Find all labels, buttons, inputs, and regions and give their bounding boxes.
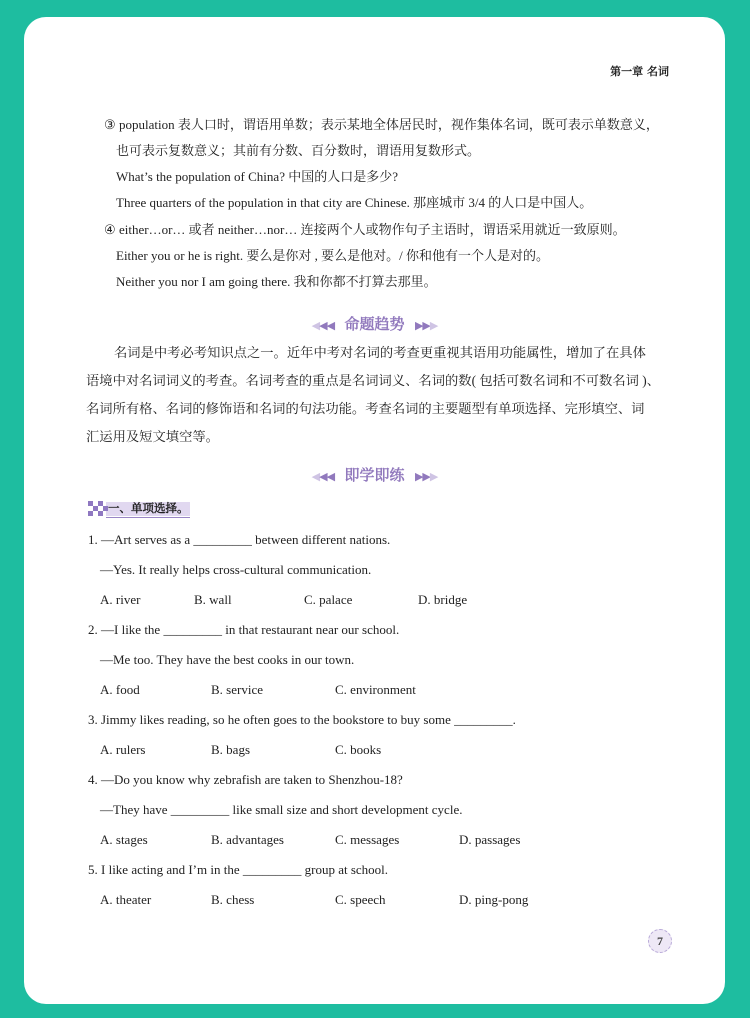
practice-title: 即学即练 [344, 466, 405, 484]
page [24, 17, 725, 1004]
option[interactable]: A. food [100, 682, 140, 697]
question-stem: 4. —Do you know why zebrafish are taken to Shenzhou-18? [88, 772, 403, 787]
subsection-title: 一、单项选择。 [108, 501, 189, 515]
right-arrows-icon: ▶▶▶ [414, 470, 438, 483]
note-3-example: Three quarters of the population in that city are Chinese. 那座城市 3/4 的人口是中国人。 [116, 195, 593, 210]
question-stem: 2. —I like the _________ in that restaurant near our school. [88, 622, 400, 637]
question-reply: —Me too. They have the best cooks in our town. [100, 652, 355, 667]
option[interactable]: B. chess [211, 892, 255, 907]
option[interactable]: C. speech [335, 892, 386, 907]
note-3-example: What’s the population of China? 中国的人口是多少? [116, 169, 398, 184]
question-reply: —They have _________ like small size and short development cycle. [100, 802, 463, 817]
note-4-marker: ④ [104, 222, 116, 237]
left-arrows-icon: ◀◀◀ [311, 319, 335, 332]
note-4-example: Either you or he is right. 要么是你对 , 要么是他对。/ 你和他有一个人是对的。 [116, 248, 549, 263]
option[interactable]: D. bridge [418, 592, 468, 607]
question-stem: 5. I like acting and I’m in the _________ group at school. [88, 862, 389, 877]
option[interactable]: B. bags [211, 742, 250, 757]
trend-section-title [24, 313, 725, 334]
option[interactable]: C. palace [304, 592, 353, 607]
note-3-line: population 表人口时，谓语用单数；表示某地全体居民时，视作集体名词，既可表示单数意义， [119, 117, 659, 132]
option[interactable]: B. service [211, 682, 263, 697]
option[interactable]: C. books [335, 742, 382, 757]
note-4-line: either…or… 或者 neither…nor… 连接两个人或物作句子主语时，谓语采用就近一致原则。 [119, 222, 626, 237]
trend-paragraph-line: 名词是中考必考知识点之一。近年中考对名词的考查更重视其语用功能属性，增加了在具体 [114, 345, 646, 360]
option[interactable]: A. rulers [100, 742, 146, 757]
question-reply: —Yes. It really helps cross-cultural communication. [100, 562, 372, 577]
note-3-line: 也可表示复数意义；其前有分数、百分数时，谓语用复数形式。 [116, 143, 481, 158]
option[interactable]: D. ping-pong [459, 892, 529, 907]
left-arrows-icon: ◀◀◀ [311, 470, 335, 483]
question-stem: 3. Jimmy likes reading, so he often goes to the bookstore to buy some _________. [88, 712, 516, 727]
chapter-header: 第一章 名词 [610, 65, 669, 78]
option[interactable]: A. stages [100, 832, 148, 847]
option[interactable]: B. wall [194, 592, 232, 607]
trend-paragraph-line: 汇运用及短文填空等。 [86, 429, 219, 444]
practice-section-title [24, 464, 725, 485]
option[interactable]: B. advantages [211, 832, 284, 847]
right-arrows-icon: ▶▶▶ [414, 319, 438, 332]
note-4-example: Neither you nor I am going there. 我和你都不打算去那里。 [116, 274, 437, 289]
note-3-marker: ③ [104, 117, 116, 132]
trend-paragraph-line: 名词所有格、名词的修饰语和名词的句法功能。考查名词的主要题型有单项选择、完形填空、词 [86, 401, 645, 416]
trend-paragraph-line: 语境中对名词词义的考查。名词考查的重点是名词词义、名词的数( 包括可数名词和不可数名词 )、 [86, 373, 660, 388]
option[interactable]: A. river [100, 592, 141, 607]
page-number: 7 [648, 929, 672, 953]
option[interactable]: A. theater [100, 892, 152, 907]
option[interactable]: C. messages [335, 832, 400, 847]
trend-title: 命题趋势 [344, 315, 405, 333]
option[interactable]: D. passages [459, 832, 521, 847]
question-stem: 1. —Art serves as a _________ between different nations. [88, 532, 391, 547]
option[interactable]: C. environment [335, 682, 416, 697]
